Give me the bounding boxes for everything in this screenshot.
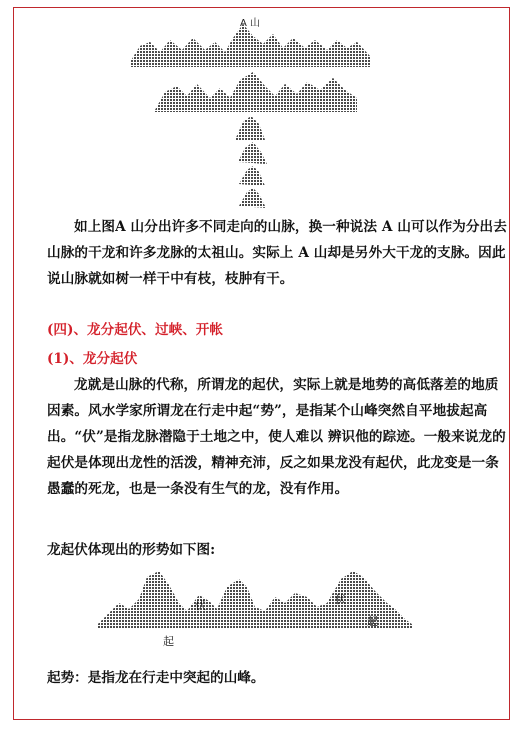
mountain-row-top — [130, 24, 370, 67]
mountain-trunk-3 — [239, 166, 265, 186]
mountain-trunk-2 — [238, 142, 267, 164]
mountain-row-middle — [155, 72, 357, 112]
fig2-label-fu-1: 伏 — [195, 599, 206, 612]
fig2-label-fu-2: 伏 — [335, 593, 346, 606]
figure1-label: A 山 — [240, 18, 261, 29]
mountain-trunk-4 — [239, 188, 266, 208]
sub-heading: (1)、龙分起伏 — [47, 351, 138, 367]
fig2-label-qi-right: 起 — [367, 615, 378, 628]
mountain-trunk-1 — [235, 116, 265, 140]
paragraph-1: 如上图A 山分出许多不同走向的山脉，换一种说法 A 山可以作为分出去山脉的干龙和许多龙脉的太祖山。实际上 A 山却是另外大干龙的支脉。因此说山脉就如树一样干中有枝，枝肿有干。 — [47, 219, 507, 287]
mountain-range — [97, 571, 413, 629]
mountain-branch-figure — [125, 12, 375, 212]
rise-fall-figure — [95, 563, 415, 655]
fig2-label-qi-left: 起 — [163, 635, 174, 648]
paragraph-2: 龙就是山脉的代称，所谓龙的起伏，实际上就是地势的高低落差的地质因素。风水学家所谓龙在行走中起“势”，是指某个山峰突然自平地拔起高出。“伏”是指龙脉潜隐于土地之中，使人难以 辨识他的踪迹。一般来说龙的起伏是体现出龙性的活泼，精神充沛，反之如果龙没有起伏，此龙变是一条愚蠢的死龙，也是一条没有生气的龙，没有作用。 — [47, 377, 506, 497]
figure2-caption: 龙起伏体现出的形势如下图: — [47, 542, 216, 558]
section-heading: (四)、龙分起伏、过峡、开帐 — [47, 322, 223, 338]
paragraph-3: 起势：是指龙在行走中突起的山峰。 — [47, 670, 265, 686]
